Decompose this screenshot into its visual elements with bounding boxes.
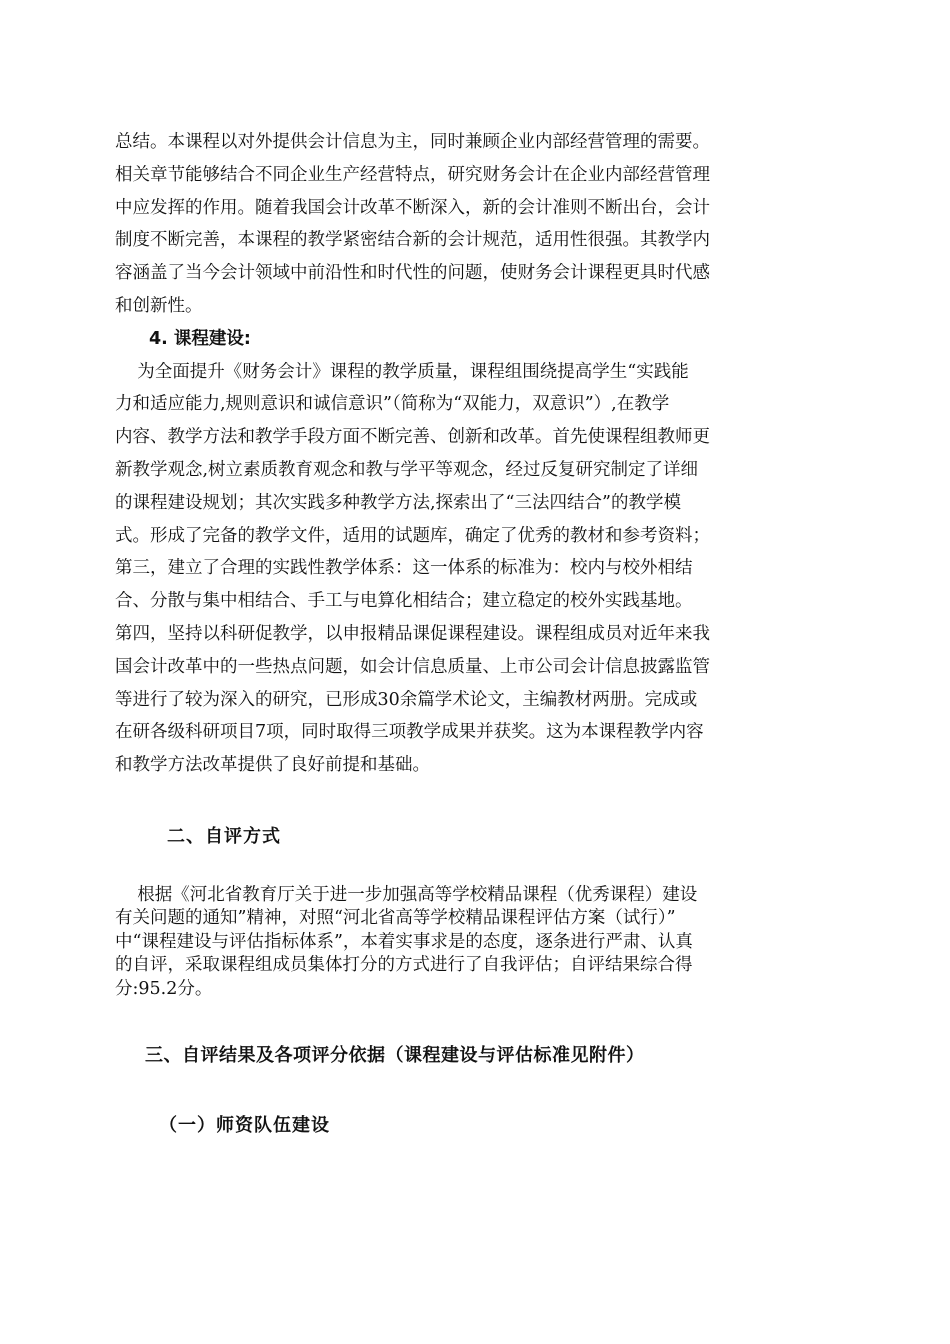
page-content: [115, 126, 839, 1137]
text-line: 的课程建设规划；其次实践多种教学方法,探索出了“三法四结合”的教学模: [115, 492, 681, 513]
text-line: 为全面提升《财务会计》课程的教学质量，课程组围绕提高学生“实践能: [115, 361, 689, 382]
text-line: 中应发挥的作用。随着我国会计改革不断深入，新的会计准则不断出台，会计: [115, 197, 710, 218]
text-line: 根据《河北省教育厅关于进一步加强高等学校精品课程（优秀课程）建设: [115, 884, 698, 905]
text-line: 合、分散与集中相结合、手工与电算化相结合；建立稳定的校外实践基地。: [115, 591, 693, 612]
text-line: 和教学方法改革提供了良好前提和基础。: [115, 755, 430, 776]
text-line: 力和适应能力,规则意识和诚信意识”（简称为“双能力，双意识”）,在教学: [115, 394, 670, 415]
text-line: 的自评，采取课程组成员集体打分的方式进行了自我评估；自评结果综合得: [115, 955, 693, 976]
text-line: 相关章节能够结合不同企业生产经营特点，研究财务会计在企业内部经营管理: [115, 164, 710, 185]
text-line: 制度不断完善，本课程的教学紧密结合新的会计规范，适用性很强。其教学内: [115, 230, 710, 251]
text-line: 等进行了较为深入的研究，已形成30余篇学术论文，主编教材两册。完成或: [115, 689, 698, 710]
text-line: 式。形成了完备的教学文件，适用的试题库，确定了优秀的教材和参考资料；: [115, 525, 710, 546]
subsection-heading-faculty-team: （一）师资队伍建设: [159, 1115, 330, 1137]
text-line: 第四，坚持以科研促教学，以申报精品课促课程建设。课程组成员对近年来我: [115, 623, 710, 644]
text-line: 内容、教学方法和教学手段方面不断完善、创新和改革。首先使课程组教师更: [115, 427, 710, 448]
section-heading-self-evaluation-method: 二、自评方式: [167, 825, 281, 847]
text-line: 分:95.2分。: [115, 978, 213, 999]
text-line: 在研各级科研项目7项，同时取得三项教学成果并获奖。这为本课程教学内容: [115, 722, 704, 743]
paragraph-course-construction: [115, 356, 839, 782]
text-line: 和创新性。: [115, 295, 203, 316]
text-line: 总结。本课程以对外提供会计信息为主，同时兼顾企业内部经营管理的需要。: [115, 132, 710, 152]
heading-course-construction: 4. 课程建设:: [149, 328, 251, 349]
text-line: 有关问题的通知”精神，对照“河北省高等学校精品课程评估方案（试行）”: [115, 908, 676, 929]
text-line: 中“课程建设与评估指标体系”，本着实事求是的态度，逐条进行严肃、认真: [115, 931, 693, 952]
text-line: 第三，建立了合理的实践性教学体系：这一体系的标准为：校内与校外相结: [115, 558, 693, 579]
paragraph-course-summary: [115, 126, 839, 323]
text-line: 新教学观念,树立素质教育观念和教与学平等观念，经过反复研究制定了详细: [115, 459, 699, 480]
paragraph-self-evaluation-method: [115, 884, 839, 1002]
text-line: 国会计改革中的一些热点问题，如会计信息质量、上市公司会计信息披露监管: [115, 656, 710, 677]
section-heading-self-evaluation-results: 三、自评结果及各项评分依据（课程建设与评估标准见附件）: [145, 1045, 645, 1067]
text-line: 容涵盖了当今会计领域中前沿性和时代性的问题，使财务会计课程更具时代感: [115, 263, 710, 284]
